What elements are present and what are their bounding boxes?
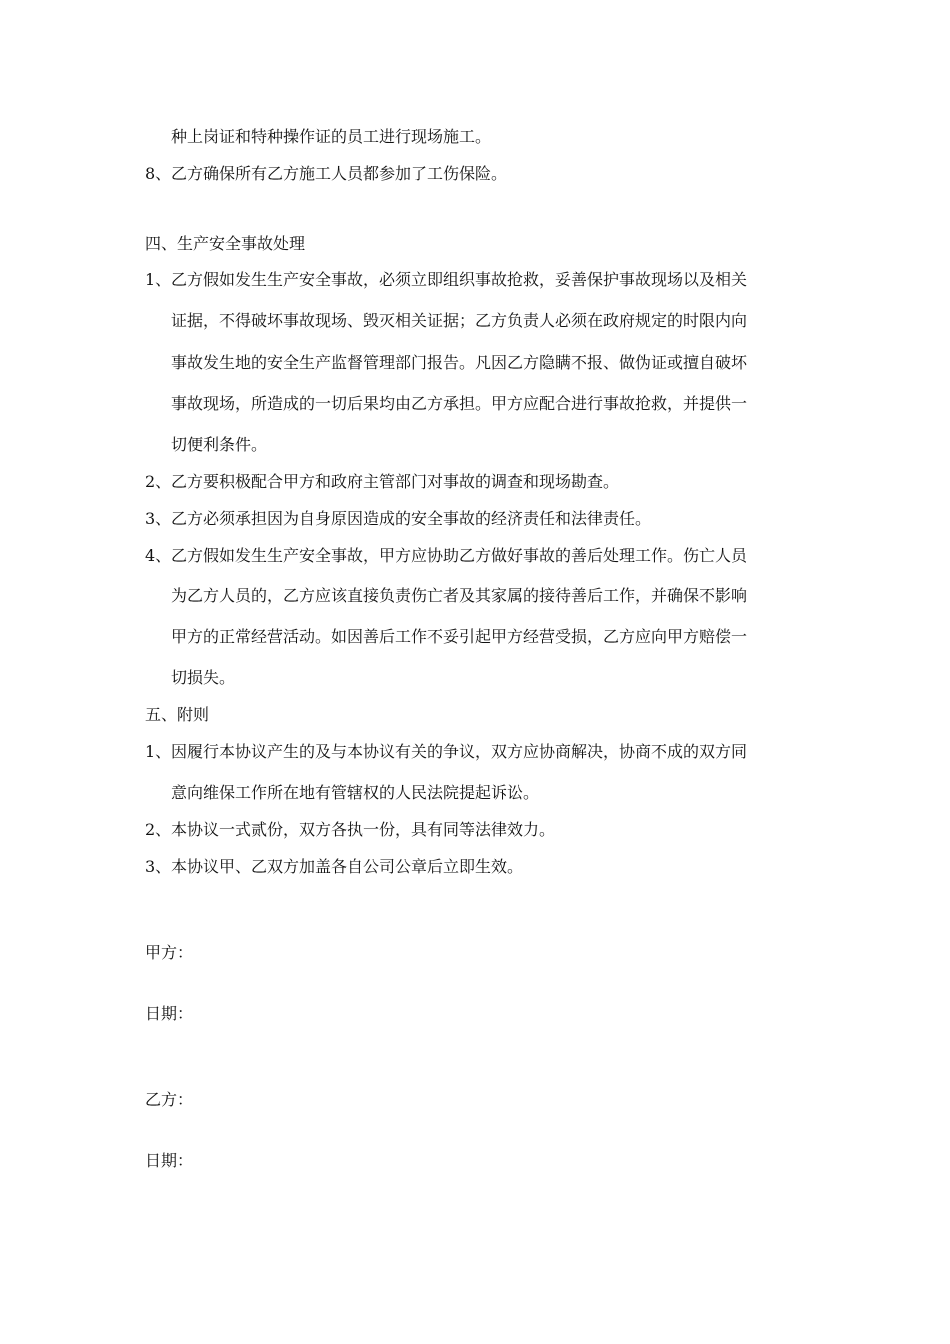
item-text-line: 事故现场，所造成的一切后果均由乙方承担。甲方应配合进行事故抢救，并提供一 [171,394,748,413]
item-number: 1、 [145,270,172,289]
item-text-line: 为乙方人员的，乙方应该直接负责伤亡者及其家属的接待善后工作，并确保不影响 [171,586,748,605]
item-text-line: 乙方要积极配合甲方和政府主管部门对事故的调查和现场勘查。 [171,472,620,491]
item-text-line: 本协议甲、乙双方加盖各自公司公章后立即生效。 [171,857,524,876]
item-number: 4、 [145,546,172,565]
continuation-line: 种上岗证和特种操作证的员工进行现场施工。 [171,127,492,146]
item-text-line: 甲方的正常经营活动。如因善后工作不妥引起甲方经营受损，乙方应向甲方赔偿一 [171,627,748,646]
item-number: 8、 [145,164,172,183]
item-text-line: 证据，不得破坏事故现场、毁灭相关证据；乙方负责人必须在政府规定的时限内向 [171,311,748,330]
item-text-line: 切损失。 [171,668,236,687]
section-heading: 四、生产安全事故处理 [145,234,306,253]
date-a-label: 日期： [145,1004,194,1023]
item-text-line: 因履行本协议产生的及与本协议有关的争议，双方应协商解决，协商不成的双方同 [171,742,748,761]
item-text-line: 意向维保工作所在地有管辖权的人民法院提起诉讼。 [171,783,540,802]
item-text: 乙方确保所有乙方施工人员都参加了工伤保险。 [171,164,508,183]
item-number: 3、 [145,857,172,876]
item-number: 2、 [145,472,172,491]
item-text-line: 本协议一式贰份，双方各执一份，具有同等法律效力。 [171,820,556,839]
item-text-line: 切便利条件。 [171,435,268,454]
item-text-line: 乙方必须承担因为自身原因造成的安全事故的经济责任和法律责任。 [171,509,652,528]
item-number: 3、 [145,509,172,528]
party-b-label: 乙方： [145,1090,194,1109]
section-heading: 五、附则 [145,705,210,724]
item-number: 2、 [145,820,172,839]
item-text-line: 事故发生地的安全生产监督管理部门报告。凡因乙方隐瞒不报、做伪证或擅自破坏 [171,353,748,372]
date-b-label: 日期： [145,1151,194,1170]
item-text-line: 乙方假如发生生产安全事故，甲方应协助乙方做好事故的善后处理工作。伤亡人员 [171,546,748,565]
item-text-line: 乙方假如发生生产安全事故，必须立即组织事故抢救，妥善保护事故现场以及相关 [171,270,748,289]
party-a-label: 甲方： [145,943,194,962]
item-number: 1、 [145,742,172,761]
